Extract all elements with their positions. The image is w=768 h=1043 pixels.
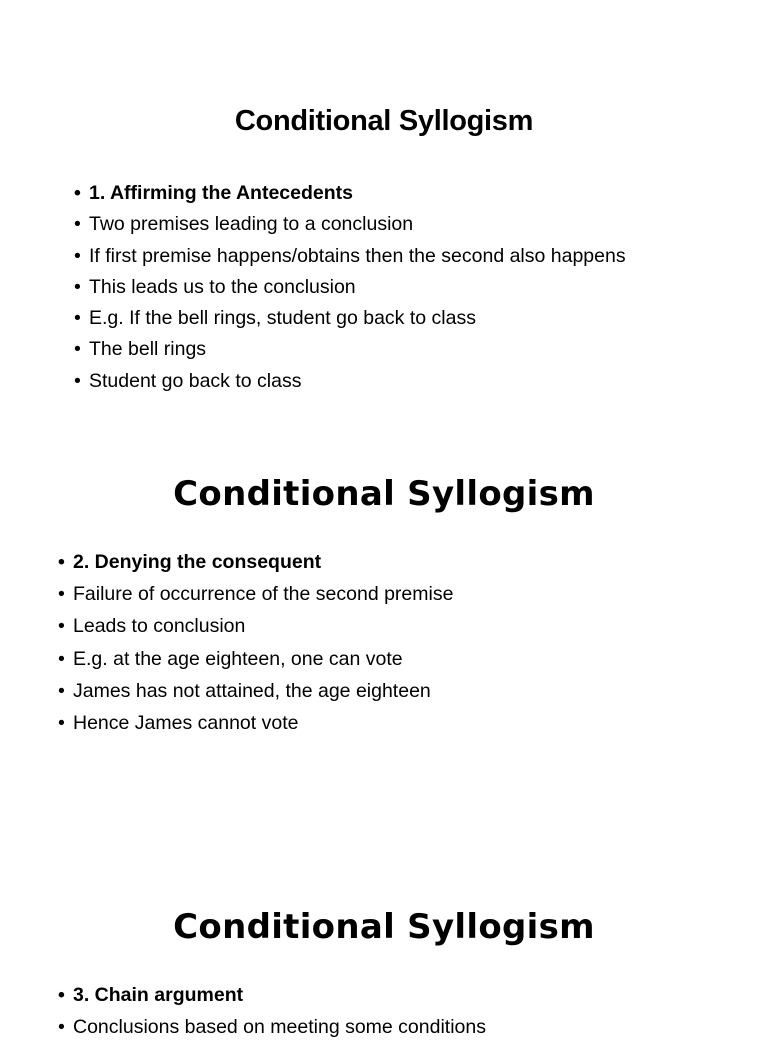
- bullet-item: • Student go back to class: [74, 366, 626, 397]
- bullet-item: • Failure of occurrence of the second premise: [58, 578, 453, 610]
- bullet-item: • Conclusions based on meeting some conditions: [58, 1011, 486, 1043]
- bullet-list: [58, 979, 486, 1043]
- bullet-item: • James has not attained, the age eighteen: [58, 675, 453, 707]
- bullet-item: • If first premise happens/obtains then the second also happens: [74, 241, 626, 272]
- slide-title: Conditional Syllogism: [173, 907, 595, 947]
- slide-title: Conditional Syllogism: [173, 474, 595, 514]
- bullet-item: • Two premises leading to a conclusion: [74, 209, 626, 240]
- bullet-heading: • 2. Denying the consequent: [58, 546, 453, 578]
- bullet-item: • E.g. at the age eighteen, one can vote: [58, 643, 453, 675]
- bullet-item: • Leads to conclusion: [58, 610, 453, 642]
- bullet-item: • Hence James cannot vote: [58, 707, 453, 739]
- bullet-heading: • 1. Affirming the Antecedents: [74, 178, 626, 209]
- bullet-item: • This leads us to the conclusion: [74, 272, 626, 303]
- bullet-item: • The bell rings: [74, 334, 626, 365]
- bullet-heading: • 3. Chain argument: [58, 979, 486, 1011]
- bullet-item: • E.g. If the bell rings, student go back to class: [74, 303, 626, 334]
- slide-title: Conditional Syllogism: [234, 105, 534, 137]
